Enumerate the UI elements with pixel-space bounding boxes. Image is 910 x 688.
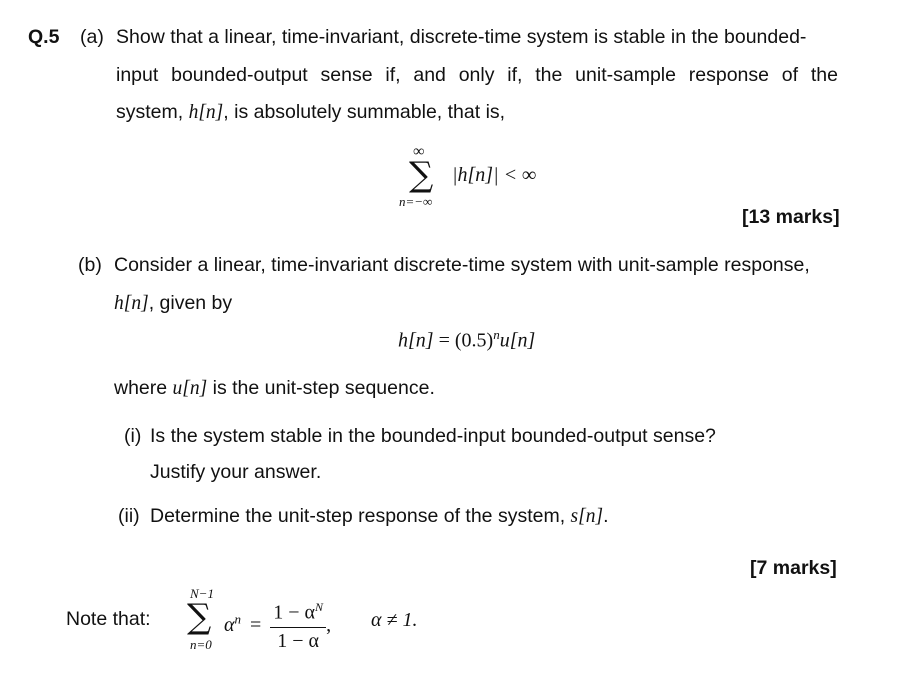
sub-ii-label: (ii) (118, 505, 140, 527)
note-sigma-symbol: ∑ (187, 597, 212, 637)
part-a-line-2: input bounded-output sense if, and only if, the unit-sample response of the (116, 64, 838, 86)
where-line (114, 377, 435, 400)
part-b-line-2-post: , given by (148, 292, 233, 314)
sum-upper-limit: ∞ (413, 143, 425, 160)
eq-exponent: n (493, 327, 500, 342)
part-b-marks: [7 marks] (750, 557, 837, 579)
geometric-series-formula (224, 600, 331, 653)
note-equals: = (250, 613, 262, 636)
note-term-exp: n (234, 611, 241, 627)
sum-body: |h[n]| < ∞ (452, 164, 537, 186)
sigma-symbol: ∑ (409, 155, 434, 195)
question-number: Q.5 (28, 26, 60, 48)
h-n-symbol-b: h[n] (114, 293, 149, 314)
part-a-label: (a) (80, 26, 104, 48)
sum-lower-limit: n=−∞ (399, 194, 433, 209)
note-comma: , (326, 613, 332, 636)
h-n-symbol: h[n] (188, 102, 224, 123)
note-num-text: 1 − α (273, 601, 316, 624)
sub-ii-post: . (603, 505, 609, 527)
sub-i-line-1: Is the system stable in the bounded-input bounded-output sense? (150, 425, 716, 447)
part-b-label: (b) (78, 254, 102, 276)
part-a-line-3-post: , is absolutely summable, that is, (223, 101, 506, 123)
part-a-line-3 (116, 101, 505, 124)
sub-ii-text: Determine the unit-step response of the system, (150, 505, 571, 527)
part-a-marks: [13 marks] (742, 206, 840, 228)
part-b-line-1: Consider a linear, time-invariant discrete-time system with unit-sample response, (114, 254, 810, 276)
note-lower-limit: n=0 (190, 637, 212, 652)
note-denominator: 1 − α (277, 629, 320, 652)
note-upper-limit: N−1 (190, 586, 214, 601)
note-fraction (270, 600, 326, 653)
sub-ii-line (150, 505, 609, 528)
note-num-exp: N (315, 600, 324, 614)
part-b-line-2 (114, 292, 232, 315)
part-a-line-1: Show that a linear, time-invariant, discrete-time system is stable in the bounded- (116, 26, 807, 48)
sub-i-label: (i) (124, 425, 142, 447)
part-a-line-3-pre: system, (116, 101, 189, 123)
where-pre: where (114, 377, 173, 399)
sub-i-line-2: Justify your answer. (150, 461, 322, 483)
note-condition: α ≠ 1. (371, 609, 418, 631)
eq-tail: u[n] (499, 329, 536, 352)
note-label: Note that: (66, 608, 151, 630)
note-numerator (270, 600, 326, 628)
impulse-response-equation (398, 327, 535, 353)
eq-rhs: = (0.5) (438, 329, 494, 352)
s-n-symbol: s[n] (570, 506, 604, 527)
eq-lhs: h[n] (398, 329, 434, 352)
note-term-base: α (224, 613, 235, 636)
u-n-symbol: u[n] (172, 378, 208, 399)
where-post: is the unit-step sequence. (207, 377, 435, 399)
